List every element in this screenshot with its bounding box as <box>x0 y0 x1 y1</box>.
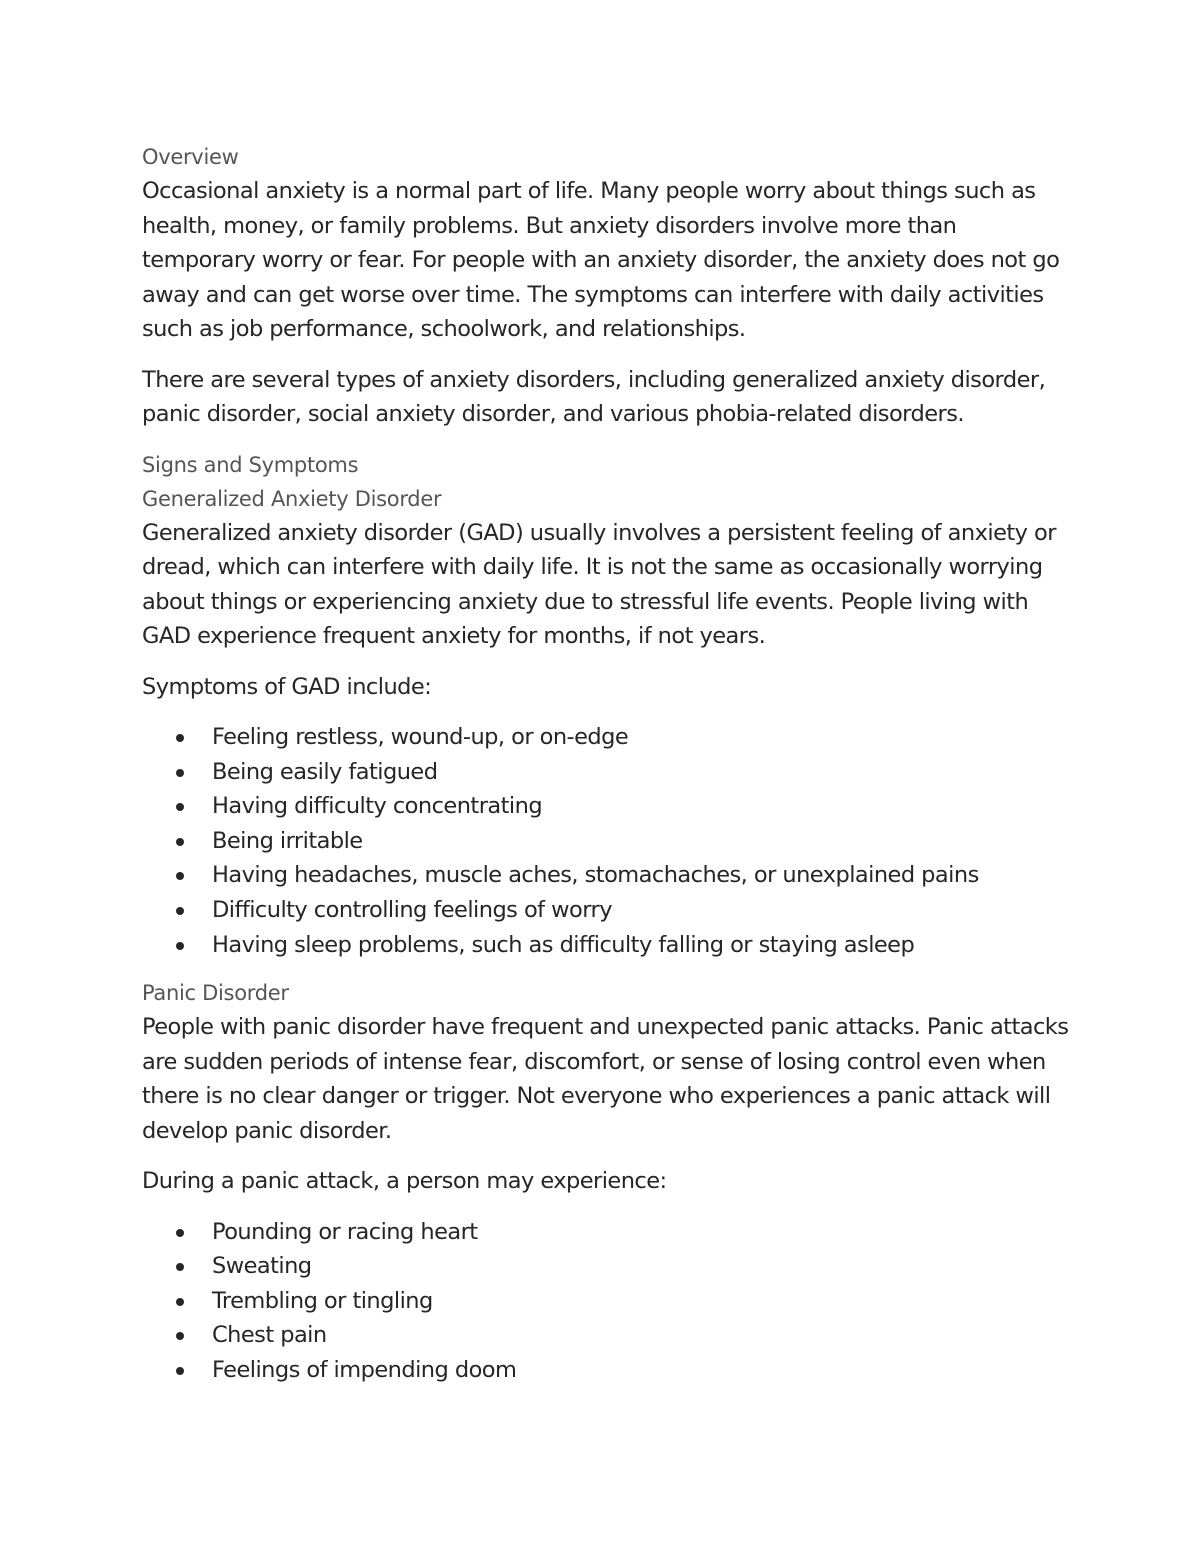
bullet-icon <box>176 907 184 915</box>
panic-paragraph: People with panic disorder have frequent and unexpected panic attacks. Panic attacks are sudden periods of intense fear, discomfort, or sense of losing control even when there is no clear danger or trigger. Not everyone who experiences a panic attack will develop panic disorder. <box>142 1014 1069 1144</box>
list-item: Having headaches, muscle aches, stomachaches, or unexplained pains <box>142 858 1072 893</box>
list-item: Trembling or tingling <box>142 1284 1072 1319</box>
list-item: Feelings of impending doom <box>142 1353 1072 1388</box>
gad-intro: Symptoms of GAD include: <box>142 673 432 700</box>
list-item: Feeling restless, wound-up, or on-edge <box>142 720 1072 755</box>
list-item: Sweating <box>142 1249 1072 1284</box>
panic-intro: During a panic attack, a person may experience: <box>142 1168 667 1195</box>
overview-paragraph: Occasional anxiety is a normal part of life. Many people worry about things such as health, money, or family problems. But anxiety disorders involve more than temporary worry or fear. For people with an anxiety disorder, the anxiety does not go away and can get worse over time. The symptoms can interfere with daily activities such as job performance, schoolwork, and relationships. <box>142 178 1060 342</box>
list-item: Being easily fatigued <box>142 755 1072 790</box>
bullet-icon <box>176 1332 184 1340</box>
panic-symptom-list <box>142 1215 1072 1388</box>
gad-paragraph: Generalized anxiety disorder (GAD) usually involves a persistent feeling of anxiety or dread, which can interfere with daily life. It is not the same as occasionally worrying about things or experiencing anxiety due to stressful life events. People living with GAD experience frequent anxiety for months, if not years. <box>142 519 1056 649</box>
types-paragraph: There are several types of anxiety disorders, including generalized anxiety disorder, panic disorder, social anxiety disorder, and various phobia-related disorders. <box>142 366 1046 427</box>
bullet-icon <box>176 1263 184 1271</box>
overview-heading: Overview <box>142 145 239 169</box>
signs-heading: Signs and Symptoms <box>142 452 359 477</box>
bullet-icon <box>176 1229 184 1237</box>
list-item: Difficulty controlling feelings of worry <box>142 893 1072 928</box>
gad-symptom-list <box>142 720 1072 962</box>
bullet-icon <box>176 1367 184 1375</box>
list-item: Chest pain <box>142 1318 1072 1353</box>
bullet-icon <box>176 769 184 777</box>
list-item: Having difficulty concentrating <box>142 789 1072 824</box>
document-page <box>142 140 1072 1402</box>
bullet-icon <box>176 734 184 742</box>
panic-heading: Panic Disorder <box>142 981 289 1006</box>
list-item: Having sleep problems, such as difficulty falling or staying asleep <box>142 928 1072 963</box>
list-item: Being irritable <box>142 824 1072 859</box>
bullet-icon <box>176 803 184 811</box>
list-item: Pounding or racing heart <box>142 1215 1072 1250</box>
bullet-icon <box>176 872 184 880</box>
bullet-icon <box>176 838 184 846</box>
bullet-icon <box>176 942 184 950</box>
bullet-icon <box>176 1298 184 1306</box>
gad-heading: Generalized Anxiety Disorder <box>142 486 442 511</box>
